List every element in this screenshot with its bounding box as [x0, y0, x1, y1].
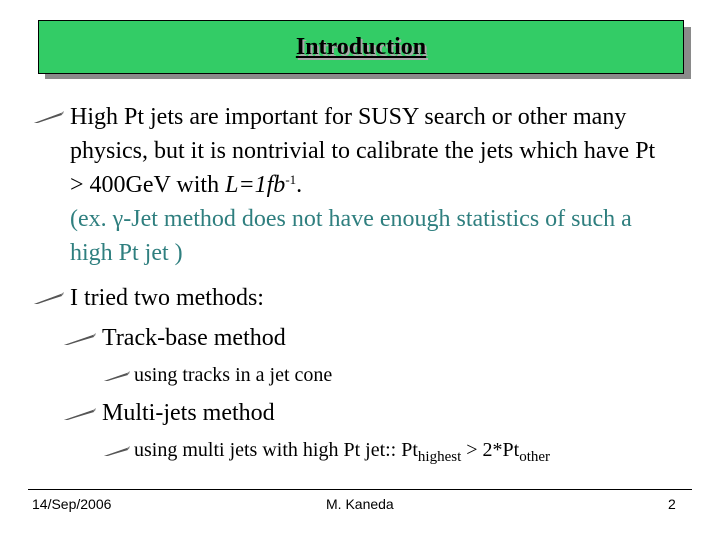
bullet-1-period: . [296, 172, 303, 198]
detail-multi-jets-text [134, 437, 550, 463]
detail-track-base-text: using tracks in a jet cone [134, 364, 333, 386]
footer-page-number: 2 [668, 496, 676, 512]
pen-arrow-icon [104, 370, 130, 382]
title-box [38, 20, 684, 74]
bullet-1-main: High Pt jets are important for SUSY search or other many physics, but it is nontrivial to calibrate the jets which have Pt > 400GeV with [70, 104, 656, 198]
pen-arrow-icon [104, 445, 130, 457]
bullet-1 [34, 100, 674, 270]
sub-bullet-multi-jets-text: Multi-jets method [102, 400, 275, 426]
bullet-2 [34, 281, 674, 315]
luminosity-exponent: -1 [285, 172, 297, 187]
footer-date: 14/Sep/2006 [32, 496, 112, 512]
detail-track-base [104, 362, 332, 388]
sub-bullet-multi-jets [64, 398, 275, 428]
slide-title: Introduction [295, 33, 427, 60]
footer-divider [28, 489, 692, 490]
bullet-2-text: I tried two methods: [70, 285, 264, 311]
detail-multi-jets-mid: > 2*Pt [461, 439, 520, 461]
footer-author: M. Kaneda [326, 496, 394, 512]
subscript-highest: highest [417, 449, 462, 465]
sub-bullet-track-base-text: Track-base method [102, 325, 286, 351]
bullet-1-note: (ex. γ-Jet method does not have enough statistics of such a high Pt jet ) [70, 206, 632, 266]
luminosity: L=1fb [225, 172, 286, 198]
bullet-1-text [70, 100, 674, 202]
pen-arrow-icon [34, 110, 64, 124]
subscript-other: other [519, 449, 551, 465]
detail-multi-jets [104, 437, 550, 463]
pen-arrow-icon [34, 291, 64, 305]
sub-bullet-track-base [64, 323, 286, 353]
pen-arrow-icon [64, 332, 96, 346]
pen-arrow-icon [64, 407, 96, 421]
detail-multi-jets-prefix: using multi jets with high Pt jet:: Pt [134, 439, 418, 461]
